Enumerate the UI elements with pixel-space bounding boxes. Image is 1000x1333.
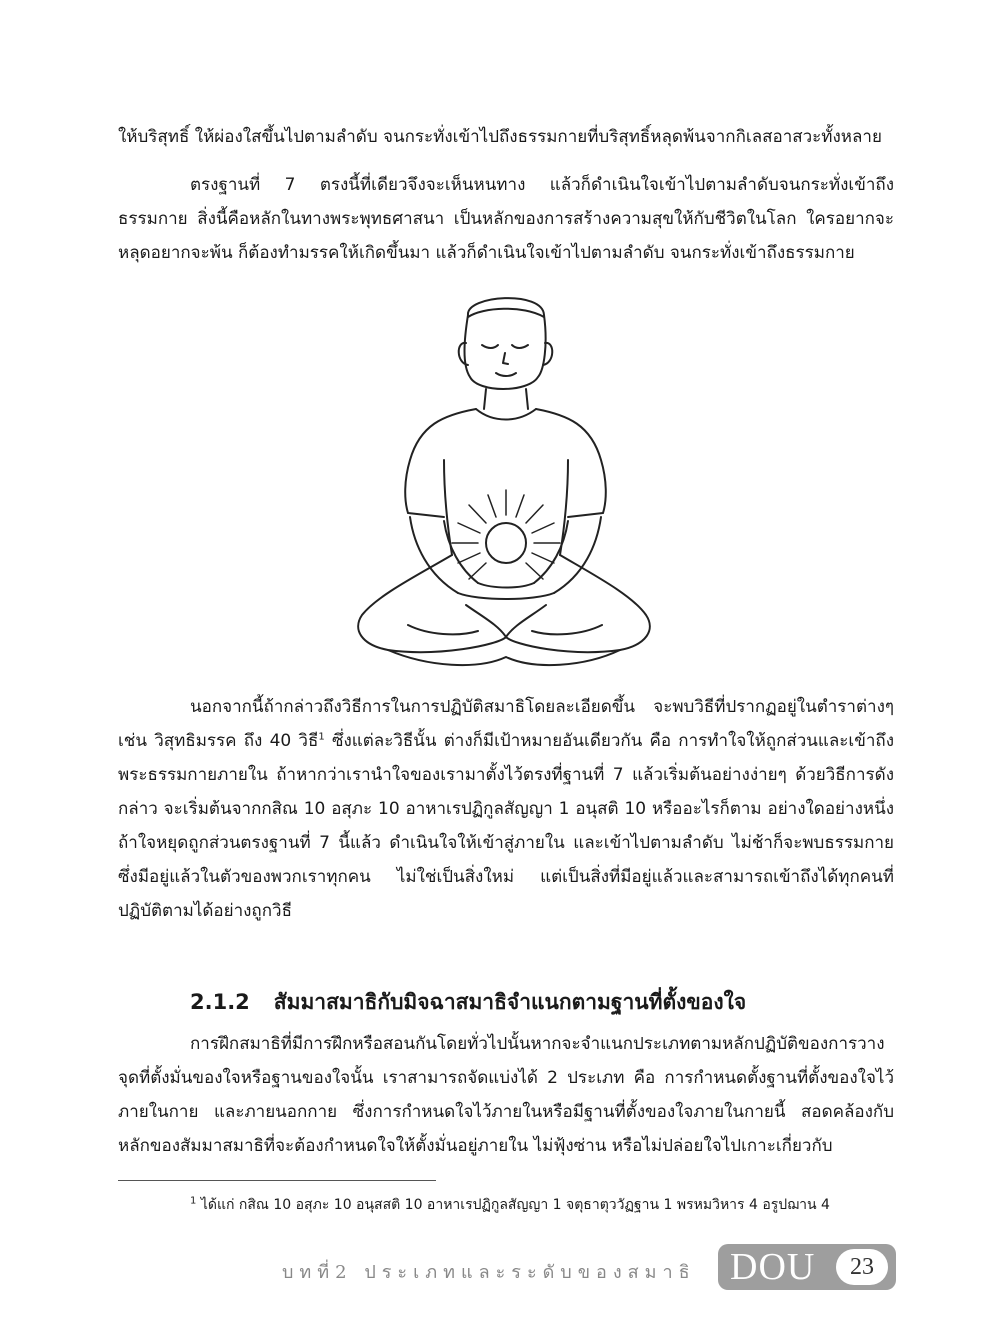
body-paragraph [118, 168, 894, 270]
paragraph-text: ตรงฐานที่ 7 ตรงนี้ที่เดียวจึงจะเห็นหนทาง แล้วก็ดำเนินใจเข้าไปตามลำดับจนกระทั่งเข้าถึงธรรมกาย สิ่งนี้คือหลักในทางพระพุทธศาสนา เป็นหลักของการสร้างความสุขให้กับชีวิตในโลก ใครอยากจะหลุดอยากจะพ้น ก็ต้องทำมรรคให้เกิดขึ้นมา แล้วก็ดำเนินใจเข้าไปตามลำดับ จนกระทั่งเข้าถึงธรรมกาย [118, 175, 894, 263]
body-paragraph [118, 1027, 894, 1163]
footnote-divider [118, 1180, 436, 1181]
section-number: 2.1.2 [190, 990, 250, 1014]
paragraph-text: นอกจากนี้ถ้ากล่าวถึงวิธีการในการปฏิบัติสมาธิโดยละเอียดขึ้น จะพบวิธีที่ปรากฏอยู่ในตำราต่างๆ เช่น วิสุทธิมรรค ถึง 40 วิธี [118, 697, 894, 751]
paragraph-text: ให้บริสุทธิ์ ให้ผ่องใสขึ้นไปตามลำดับ จนกระทั่งเข้าไปถึงธรรมกายที่บริสุทธิ์หลุดพ้นจากกิเลสอาสวะทั้งหลาย [118, 127, 882, 147]
body-paragraph [118, 690, 894, 928]
footnote-text: ได้แก่ กสิณ 10 อสุภะ 10 อนุสสติ 10 อาหาเรปฏิกูลสัญญา 1 จตุธาตุววัฏฐาน 1 พรหมวิหาร 4 อรูปฌาน 4 [200, 1197, 830, 1213]
footnote-marker: 1 [190, 1195, 197, 1207]
page-number: 23 [836, 1249, 888, 1285]
footnote [190, 1194, 894, 1216]
body-paragraph [118, 120, 894, 154]
page-badge [718, 1244, 896, 1290]
paragraph-text: ซึ่งแต่ละวิธีนั้น ต่างก็มีเป้าหมายอันเดียวกัน คือ การทำใจให้ถูกส่วนและเข้าถึงพระธรรมกายภายใน ถ้าหากว่าเรานำใจของเรามาตั้งไว้ตรงที่ฐานที่ 7 แล้วเริ่มต้นอย่างง่ายๆ ด้วยวิธีการดังกล่าว จะเริ่มต้นจากกสิณ 10 อสุภะ 10 อาหาเรปฏิกูลสัญญา 1 อนุสติ 10 หรืออะไรก็ตาม อย่างใดอย่างหนึ่ง ถ้าใจหยุดถูกส่วนตรงฐานที่ 7 นี้แล้ว ดำเนินใจให้เข้าสู่ภายใน และเข้าไปตามลำดับ ไม่ช้าก็จะพบธรรมกาย ซึ่งมีอยู่แล้วในตัวของพวกเราทุกคน ไม่ใช่เป็นสิ่งใหม่ แต่เป็นสิ่งที่มีอยู่แล้วและสามารถเข้าถึงได้ทุกคนที่ปฏิบัติตามได้อย่างถูกวิธี [118, 731, 895, 921]
section-heading [190, 987, 746, 1017]
dou-logo: DOU [730, 1246, 816, 1288]
footnote-reference: 1 [318, 731, 325, 743]
paragraph-text: การฝึกสมาธิที่มีการฝึกหรือสอนกันโดยทั่วไปนั้นหากจะจำแนกประเภทตามหลักปฏิบัติของการวางจุดที่ตั้งมั่นของใจหรือฐานของใจนั้น เราสามารถจัดแบ่งได้ 2 ประเภท คือ การกำหนดตั้งฐานที่ตั้งของใจไว้ภายในกาย และภายนอกกาย ซึ่งการกำหนดใจไว้ภายในหรือมีฐานที่ตั้งของใจภายในกายนี้ สอดคล้องกับหลักของสัมมาสมาธิที่จะต้องกำหนดใจให้ตั้งมั่นอยู่ภายใน ไม่ฟุ้งซ่าน หรือไม่ปล่อยใจไปเกาะเกี่ยวกับ [118, 1034, 894, 1156]
section-title: สัมมาสมาธิกับมิจฉาสมาธิจำแนกตามฐานที่ตั้งของใจ [273, 990, 747, 1014]
running-footer-title: บทที่2 ประเภทและระดับของสมาธิ [282, 1262, 696, 1283]
meditating-figure-icon [348, 285, 660, 675]
